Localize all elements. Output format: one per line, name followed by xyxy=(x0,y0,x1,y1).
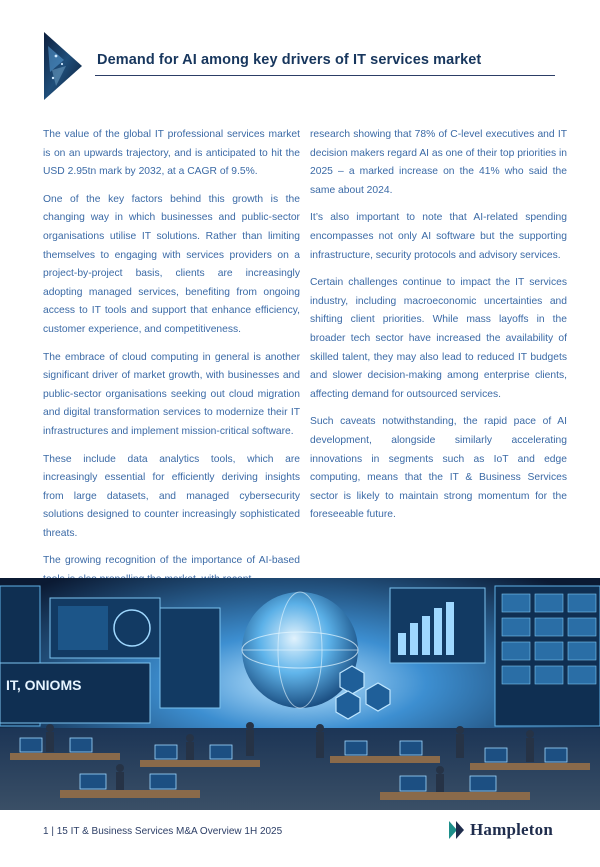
corner-triangle-graphic xyxy=(44,32,82,100)
page-title: Demand for AI among key drivers of IT services market xyxy=(97,52,482,68)
paragraph: research showing that 78% of C-level executives and IT decision makers regard AI as one of their top priorities in 2025 – a marked increase on the 41% who said the same about 2024. xyxy=(310,129,567,196)
page-footer-label: 1 | 15 IT & Business Services M&A Overview 1H 2025 xyxy=(43,826,283,837)
right-text-column xyxy=(310,126,567,534)
hero-illustration xyxy=(0,578,600,810)
paragraph: The value of the global IT professional services market is on an upwards trajectory, and is anticipated to hit the USD 2.95tn mark by 2032, at a CAGR of 9.5%. xyxy=(43,129,300,178)
paragraph: Certain challenges continue to impact the IT services industry, including macroeconomic uncertainties and shifting client priorities. While mass layoffs in the broader tech sector have increased the availability of skilled talent, they may also lead to reduced IT budgets and slower decision-making among enterprise clients, affecting demand for outsourced services. xyxy=(310,277,567,400)
title-underline xyxy=(95,75,555,76)
paragraph: These include data analytics tools, which are increasingly essential for efficiently deriving insights from large datasets, and managed cybersecurity solutions designed to counter increasingly sophisticated threats. xyxy=(43,453,300,539)
paragraph: Such caveats notwithstanding, the rapid pace of AI development, alongside similarly accelerating innovations in segments such as IoT and edge computing, means that the IT & Business Services sector is likely to maintain strong momentum for the foreseeable future. xyxy=(310,416,567,521)
paragraph: The embrace of cloud computing in general is another significant driver of market growth, with businesses and public-sector organisations seeking out cloud migration and digital transformation services to modernize their IT infrastructures and implement mission-critical software. xyxy=(43,351,300,437)
hampleton-logo-icon xyxy=(449,821,465,839)
wall-sign-text: IT, ONIOMS xyxy=(6,677,82,693)
paragraph: One of the key factors behind this growth is the changing way in which businesses and public-sector organisations utilise IT solutions. Rather than limiting themselves to engaging with services providers on a project-by-project basis, clients are increasingly adopting managed services, benefiting from ongoing access to IT tools and support that enhance efficiency, customer experience, and competitiveness. xyxy=(43,193,300,335)
brand-name: Hampleton xyxy=(470,820,554,839)
paragraph: The growing recognition of the importance of AI-based xyxy=(43,555,300,567)
brand-logo xyxy=(449,820,553,840)
paragraph: It’s also important to note that AI-related spending encompasses not only AI software but the supporting infrastructure, security protocols and advisory services. xyxy=(310,212,567,261)
left-text-column xyxy=(43,126,300,599)
hero-image-operations-center xyxy=(0,578,600,810)
